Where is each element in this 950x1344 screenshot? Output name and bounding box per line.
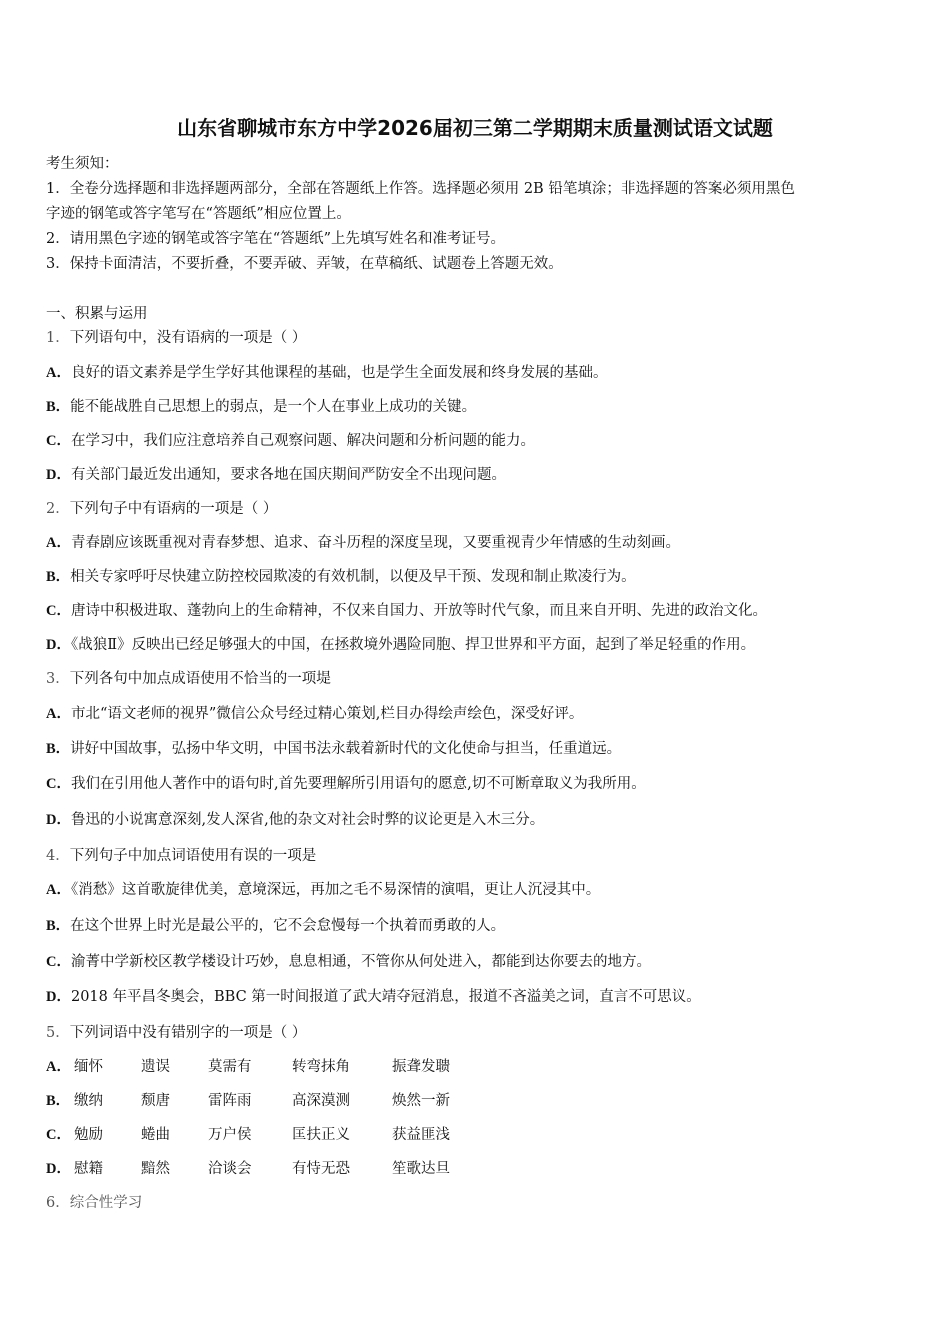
- option-text: 《战狼Ⅱ》反映出已经足够强大的中国，在拯救境外遇险同胞、捍卫世界和平方面，起到了举足轻重的作用。: [70, 637, 756, 653]
- question-number: 2．: [46, 501, 70, 517]
- question-text: 下列句子中有语病的一项是（ ）: [69, 501, 278, 517]
- question-3-option-a: [46, 702, 583, 723]
- question-3-option-c: [46, 772, 646, 793]
- option-letter: D．: [46, 989, 71, 1005]
- word-cell: 颓唐: [141, 1093, 170, 1109]
- option-letter: C．: [46, 776, 71, 792]
- notice-item-1-line-1: 1．全卷分选择题和非选择题两部分，全部在答题纸上作答。选择题必须用 2B 铅笔填涂；非选择题的答案必须用黑色: [46, 181, 795, 197]
- question-text: 下列各句中加点成语使用不恰当的一项堤: [69, 671, 331, 687]
- word-cell: 慰籍: [74, 1161, 103, 1177]
- word-cell: 有恃无恐: [292, 1161, 350, 1177]
- option-letter: C．: [46, 954, 71, 970]
- question-text: 下列句子中加点词语使用有误的一项是: [69, 848, 317, 864]
- notice-item-3: 3．保持卡面清洁，不要折叠，不要弄破、弄皱，在草稿纸、试题卷上答题无效。: [46, 256, 563, 272]
- option-text: 能不能战胜自己思想上的弱点，是一个人在事业上成功的关键。: [70, 399, 477, 415]
- question-2-option-b: [46, 565, 636, 586]
- question-number: 3．: [46, 671, 70, 687]
- notice-item-2: 2．请用黑色字迹的钢笔或答字笔在“答题纸”上先填写姓名和准考证号。: [46, 231, 506, 247]
- option-letter: C．: [46, 433, 71, 449]
- option-text: 青春剧应该既重视对青春梦想、追求、奋斗历程的深度呈现，又要重视青少年情感的生动刻画。: [70, 535, 680, 551]
- option-letter: A．: [46, 535, 71, 551]
- question-number: 5．: [46, 1025, 70, 1041]
- question-2-option-a: [46, 531, 680, 552]
- word-cell: 焕然一新: [392, 1093, 450, 1109]
- question-number: 6．: [46, 1195, 70, 1211]
- question-4-option-d: [46, 985, 701, 1006]
- question-4-stem: [46, 844, 316, 865]
- page-title: 山东省聊城市东方中学2026届初三第二学期期末质量测试语文试题: [177, 116, 773, 140]
- question-4-option-b: [46, 914, 505, 935]
- question-5-row-a-letter: A．: [46, 1059, 71, 1075]
- word-cell: 万户侯: [208, 1127, 252, 1143]
- question-6-stem: [46, 1191, 142, 1212]
- question-text: 下列语句中，没有语病的一项是（ ）: [69, 330, 307, 346]
- option-text: 有关部门最近发出通知，要求各地在国庆期间严防安全不出现问题。: [70, 467, 506, 483]
- question-4-option-a: [46, 878, 600, 899]
- question-5-row-d-letter: D．: [46, 1161, 71, 1177]
- option-text: 鲁迅的小说寓意深刻,发人深省,他的杂文对社会时弊的议论更是入木三分。: [70, 812, 545, 828]
- question-1-option-d: [46, 463, 506, 484]
- option-letter: D．: [46, 812, 71, 828]
- word-cell: 获益匪浅: [392, 1127, 450, 1143]
- option-text: 唐诗中积极进取、蓬勃向上的生命精神，不仅来自国力、开放等时代气象，而且来自开明、先进的政治文化。: [70, 603, 767, 619]
- option-text: 2018 年平昌冬奥会，BBC 第一时间报道了武大靖夺冠消息，报道不吝溢美之词，直言不可思议。: [70, 989, 701, 1005]
- question-2-option-d: [46, 633, 755, 654]
- option-text: 市北“语文老师的视界”微信公众号经过精心策划,栏目办得绘声绘色，深受好评。: [70, 706, 584, 722]
- question-2-stem: [46, 497, 277, 518]
- notice-heading: 考生须知：: [46, 156, 119, 172]
- question-text: 下列词语中没有错别字的一项是（ ）: [69, 1025, 307, 1041]
- word-cell: 缅怀: [74, 1059, 103, 1075]
- word-cell: 遗误: [141, 1059, 170, 1075]
- option-text: 渝菁中学新校区教学楼设计巧妙，息息相通，不管你从何处进入，都能到达你要去的地方。: [70, 954, 651, 970]
- question-2-option-c: [46, 599, 767, 620]
- option-text: 相关专家呼吁尽快建立防控校园欺凌的有效机制，以便及早干预、发现和制止欺凌行为。: [70, 569, 636, 585]
- question-3-stem: [46, 667, 331, 688]
- word-cell: 匡扶正义: [292, 1127, 350, 1143]
- question-4-option-c: [46, 950, 651, 971]
- notice-item-1-line-2: 字迹的钢笔或答字笔写在“答题纸”相应位置上。: [46, 206, 351, 222]
- word-cell: 缴纳: [74, 1093, 103, 1109]
- word-cell: 振聋发聩: [392, 1059, 450, 1075]
- option-text: 《消愁》这首歌旋律优美，意境深远，再加之毛不易深情的演唱，更让人沉浸其中。: [70, 882, 601, 898]
- option-text: 我们在引用他人著作中的语句时,首先要理解所引用语句的愿意,切不可断章取义为我所用。: [70, 776, 646, 792]
- word-cell: 转弯抹角: [292, 1059, 350, 1075]
- question-1-option-c: [46, 429, 535, 450]
- question-5-row-b-letter: B．: [46, 1093, 71, 1109]
- option-text: 在这个世界上时光是最公平的，它不会怠慢每一个执着而勇敢的人。: [70, 918, 506, 934]
- option-letter: C．: [46, 603, 71, 619]
- option-letter: B．: [46, 569, 71, 585]
- question-1-option-b: [46, 395, 476, 416]
- question-number: 4．: [46, 848, 70, 864]
- question-text: 综合性学习: [69, 1195, 143, 1211]
- option-text: 讲好中国故事，弘扬中华文明，中国书法永载着新时代的文化使命与担当，任重道远。: [70, 741, 622, 757]
- word-cell: 高深漠测: [292, 1093, 350, 1109]
- question-5-row-c-letter: C．: [46, 1127, 71, 1143]
- word-cell: 莫需有: [208, 1059, 252, 1075]
- option-letter: D．: [46, 637, 71, 653]
- question-1-stem: [46, 326, 306, 347]
- option-text: 在学习中，我们应注意培养自己观察问题、解决问题和分析问题的能力。: [70, 433, 535, 449]
- option-letter: B．: [46, 741, 71, 757]
- option-letter: A．: [46, 882, 71, 898]
- word-cell: 蜷曲: [141, 1127, 170, 1143]
- word-cell: 笙歌达旦: [392, 1161, 450, 1177]
- question-3-option-d: [46, 808, 544, 829]
- option-letter: B．: [46, 399, 71, 415]
- question-3-option-b: [46, 737, 621, 758]
- question-1-option-a: [46, 361, 607, 382]
- option-text: 良好的语文素养是学生学好其他课程的基础，也是学生全面发展和终身发展的基础。: [70, 365, 608, 381]
- option-letter: A．: [46, 706, 71, 722]
- word-cell: 洽谈会: [208, 1161, 252, 1177]
- word-cell: 勉励: [74, 1127, 103, 1143]
- option-letter: B．: [46, 918, 71, 934]
- question-number: 1．: [46, 330, 70, 346]
- option-letter: D．: [46, 467, 71, 483]
- word-cell: 雷阵雨: [208, 1093, 252, 1109]
- word-cell: 黯然: [141, 1161, 170, 1177]
- question-5-stem: [46, 1021, 306, 1042]
- section-heading: 一、积累与运用: [46, 306, 148, 322]
- option-letter: A．: [46, 365, 71, 381]
